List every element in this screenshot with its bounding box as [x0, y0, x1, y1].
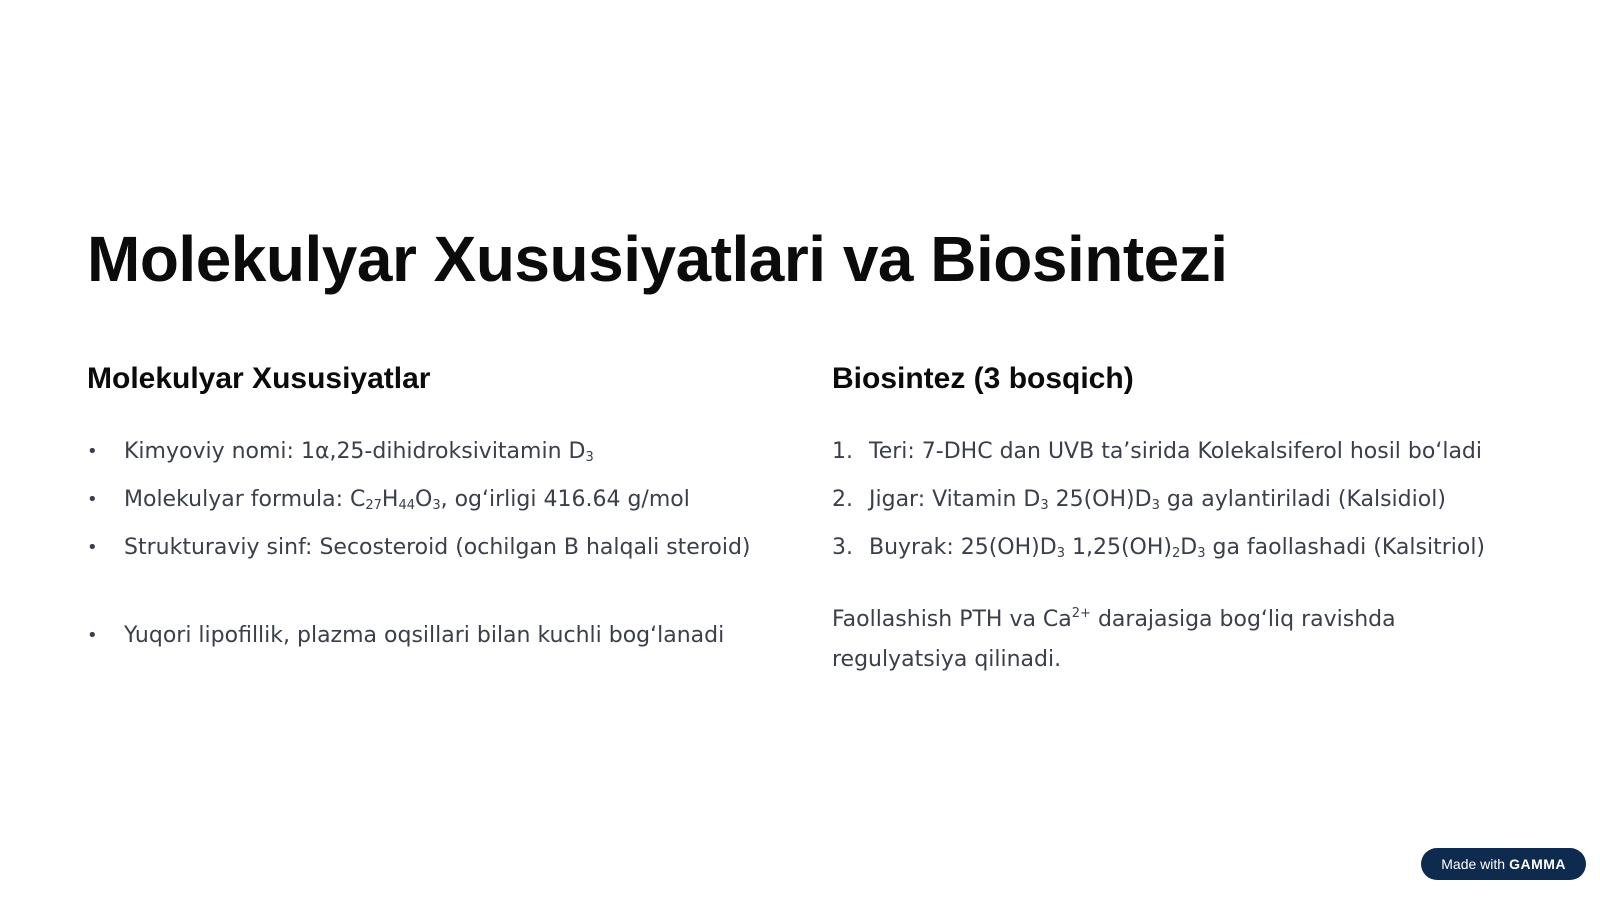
- section-heading-molecular: Molekulyar Xususiyatlar: [87, 362, 431, 395]
- bullet-icon: •: [87, 625, 98, 646]
- section-heading-biosynthesis: Biosintez (3 bosqich): [832, 362, 1134, 395]
- bullet-icon: •: [87, 537, 98, 558]
- step-number: 2.: [832, 487, 853, 512]
- regulation-note: Faollashish PTH va $Ca^{2+}$ darajasiga bog‘liq ravishda regulyatsiya qilinadi.: [832, 606, 1396, 672]
- step-number: 1.: [832, 439, 853, 464]
- molecular-properties-section: [87, 358, 787, 668]
- biosynthesis-steps: [832, 436, 1532, 580]
- biosynthesis-section: [832, 358, 1532, 680]
- list-item: • Strukturaviy sinf: Secosteroid (ochilgan B halqali steroid): [87, 532, 787, 580]
- bullet-icon: •: [87, 489, 98, 510]
- step-item: 3. Buyrak: $25(OH)D_3$ $1,25(OH)_2D_3$ ga faollashadi (Kalsitriol): [832, 532, 1532, 580]
- badge-prefix: Made with: [1441, 856, 1506, 872]
- made-with-gamma-badge[interactable]: [1421, 848, 1586, 880]
- list-item: • Yuqori lipofillik, plazma oqsillari bilan kuchli bog‘lanadi: [87, 620, 787, 668]
- bullet-icon: •: [87, 441, 98, 462]
- list-item: • Kimyoviy nomi: 1α,25-dihidroksivitamin $D_3$: [87, 436, 787, 484]
- properties-list: [87, 436, 787, 668]
- step-item: 2. Jigar: Vitamin $D_3$ $25(OH)D_3$ ga aylantiriladi (Kalsidiol): [832, 484, 1532, 532]
- gamma-logo: GAMMA: [1509, 856, 1566, 872]
- page-title: Molekulyar Xususiyatlari va Biosintezi: [87, 223, 1228, 295]
- list-item: • Molekulyar formula: $C_{27}H_{44}O_3$, og‘irligi 416.64 g/mol: [87, 484, 787, 532]
- step-item: 1. Teri: 7-DHC dan UVB ta’sirida Kolekalsiferol hosil bo‘ladi: [832, 436, 1532, 484]
- step-number: 3.: [832, 535, 853, 560]
